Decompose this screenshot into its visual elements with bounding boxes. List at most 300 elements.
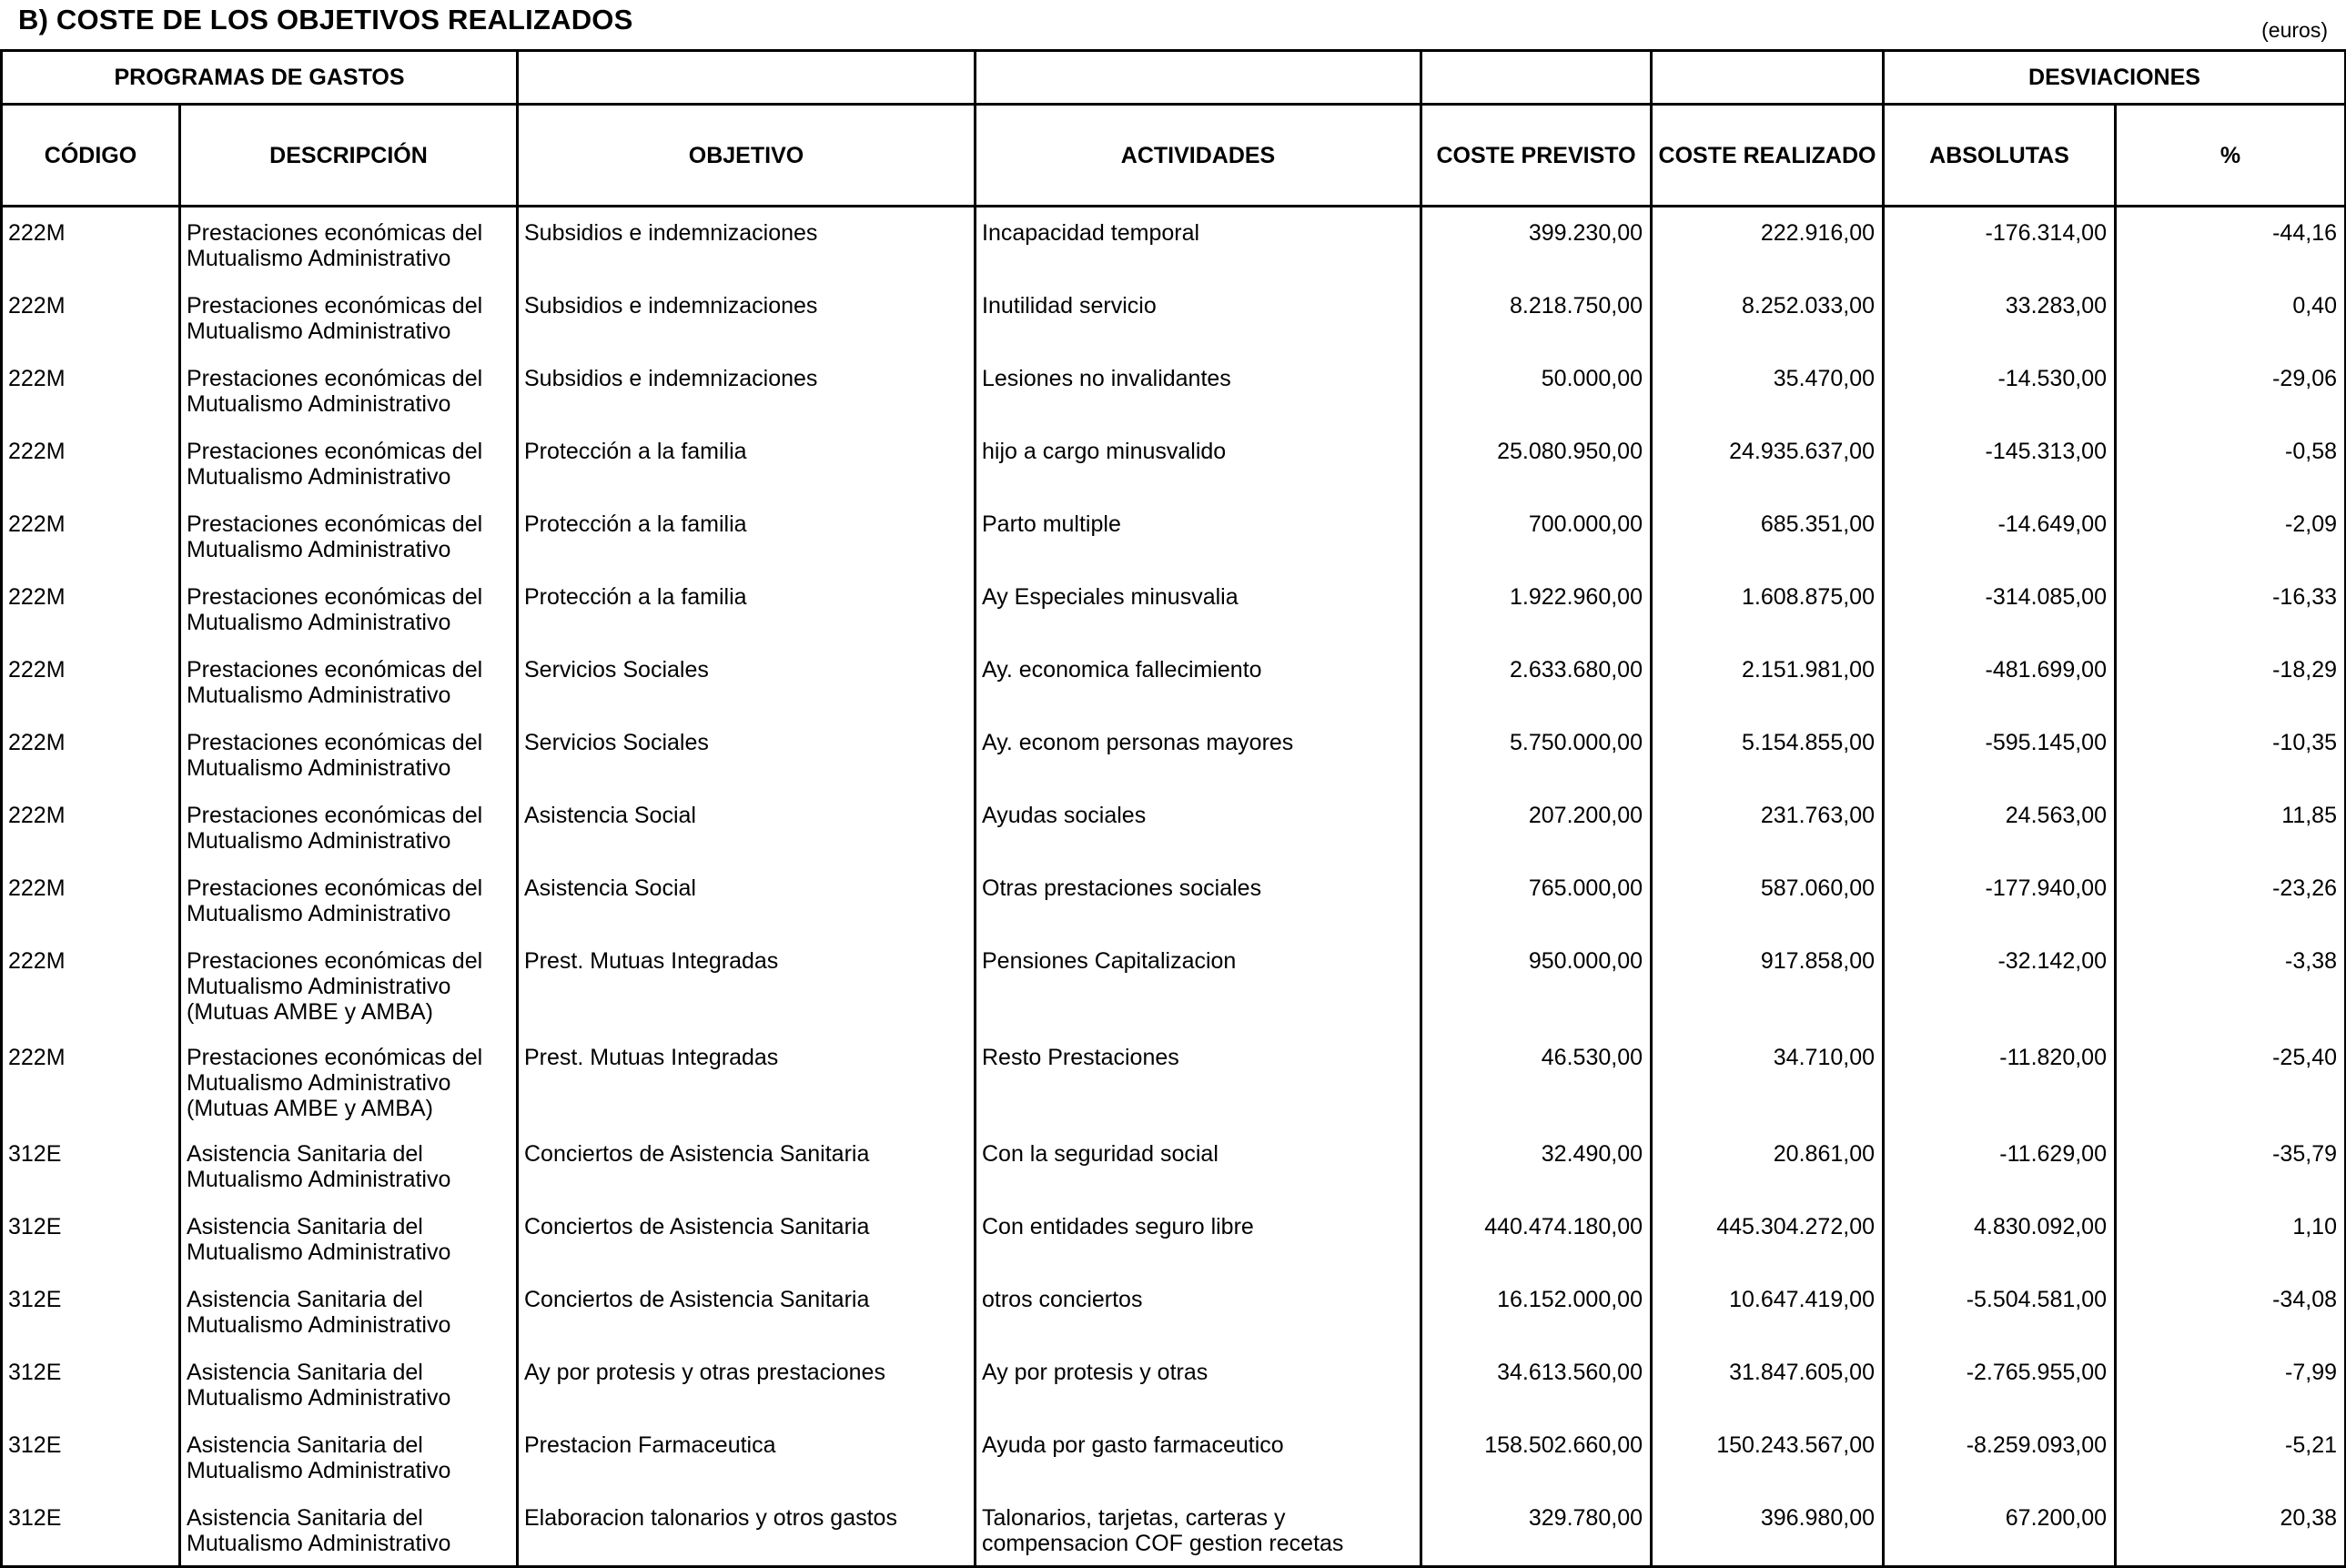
cell-line: Mutualismo Administrativo <box>187 319 451 344</box>
cell-absolutas <box>1884 1032 2116 1128</box>
cell-actividades <box>976 499 1421 572</box>
group-empty-previsto <box>1421 51 1652 105</box>
cell-objetivo <box>518 717 976 790</box>
cell-porcentaje <box>2116 572 2346 644</box>
cell-descripcion <box>180 1128 518 1201</box>
cell-line: Prestaciones económicas del <box>187 293 483 319</box>
cell-line: Prestaciones económicas del <box>187 584 483 610</box>
cell-line: -177.940,00 <box>1985 875 2107 901</box>
cell-line: Prestaciones económicas del <box>187 220 483 246</box>
cell-line: Con la seguridad social <box>982 1141 1219 1167</box>
cell-descripcion <box>180 426 518 499</box>
cell-actividades <box>976 936 1421 1032</box>
cell-line: -2,09 <box>2285 511 2337 537</box>
cell-line: Talonarios, tarjetas, carteras y <box>982 1505 1286 1531</box>
cell-line: 685.351,00 <box>1760 511 1875 537</box>
col-header-porcentaje: % <box>2116 105 2346 207</box>
cell-coste-realizado <box>1652 790 1884 863</box>
cell-line: 222M <box>8 1045 66 1070</box>
cell-descripcion <box>180 717 518 790</box>
cell-coste-previsto <box>1421 426 1652 499</box>
cell-line: 1.608.875,00 <box>1742 584 1875 610</box>
cell-absolutas <box>1884 207 2116 281</box>
cell-objetivo <box>518 1347 976 1420</box>
cell-objetivo <box>518 353 976 426</box>
cell-line: -5.504.581,00 <box>1966 1287 2107 1312</box>
units-label: (euros) <box>2261 18 2328 42</box>
group-header-row <box>2 51 2346 105</box>
cell-line: Prestaciones económicas del <box>187 803 483 828</box>
cell-line: -10,35 <box>2272 730 2337 755</box>
cell-line: 33.283,00 <box>2005 293 2107 319</box>
cell-line: 207.200,00 <box>1528 803 1643 828</box>
cell-line: Asistencia Sanitaria del <box>187 1287 423 1312</box>
cell-codigo <box>2 863 180 936</box>
cell-coste-realizado <box>1652 353 1884 426</box>
cell-descripcion <box>180 280 518 353</box>
cell-line: Ay por protesis y otras prestaciones <box>524 1360 885 1385</box>
cell-line: Asistencia Social <box>524 803 696 828</box>
objectives-cost-table <box>0 49 2346 1568</box>
table-row <box>2 1274 2346 1347</box>
cell-actividades <box>976 1274 1421 1347</box>
cell-line: Protección a la familia <box>524 584 747 610</box>
cell-line: -7,99 <box>2285 1360 2337 1385</box>
cell-actividades <box>976 572 1421 644</box>
cell-line: 222M <box>8 220 66 246</box>
cell-absolutas <box>1884 790 2116 863</box>
cell-line: 158.502.660,00 <box>1484 1432 1643 1458</box>
cell-line: -14.530,00 <box>1997 366 2107 391</box>
cell-line: 4.830.092,00 <box>1974 1214 2107 1239</box>
cell-line: -44,16 <box>2272 220 2337 246</box>
cell-line: Ay. econom personas mayores <box>982 730 1294 755</box>
cell-line: 67.200,00 <box>2005 1505 2107 1531</box>
cell-line: Asistencia Social <box>524 875 696 901</box>
cell-line: Ayudas sociales <box>982 803 1147 828</box>
cell-codigo <box>2 1420 180 1492</box>
cell-line: 46.530,00 <box>1541 1045 1643 1070</box>
cell-line: -35,79 <box>2272 1141 2337 1167</box>
table-row <box>2 863 2346 936</box>
cell-line: 32.490,00 <box>1541 1141 1643 1167</box>
cell-objetivo <box>518 790 976 863</box>
cell-coste-previsto <box>1421 207 1652 281</box>
cell-line: Mutualismo Administrativo <box>187 610 451 635</box>
cell-actividades <box>976 1492 1421 1567</box>
cell-line: -11.629,00 <box>1999 1141 2107 1167</box>
cell-line: -29,06 <box>2272 366 2337 391</box>
cell-line: Protección a la familia <box>524 511 747 537</box>
cell-line: Prestaciones económicas del <box>187 730 483 755</box>
cell-line: 24.935.637,00 <box>1729 439 1875 464</box>
cell-line: Mutualismo Administrativo <box>187 1167 451 1192</box>
cell-line: 5.750.000,00 <box>1510 730 1643 755</box>
cell-absolutas <box>1884 644 2116 717</box>
cell-actividades <box>976 353 1421 426</box>
cell-line: Prest. Mutuas Integradas <box>524 1045 779 1070</box>
cell-line: Conciertos de Asistencia Sanitaria <box>524 1141 870 1167</box>
cell-line: 222M <box>8 366 66 391</box>
table-row <box>2 280 2346 353</box>
cell-line: 34.613.560,00 <box>1497 1360 1643 1385</box>
cell-line: 222.916,00 <box>1760 220 1875 246</box>
cell-line: -23,26 <box>2272 875 2337 901</box>
cell-absolutas <box>1884 863 2116 936</box>
cell-line: Prestaciones económicas del <box>187 511 483 537</box>
cell-line: Asistencia Sanitaria del <box>187 1214 423 1239</box>
cell-objetivo <box>518 1128 976 1201</box>
cell-line: -34,08 <box>2272 1287 2337 1312</box>
cell-line: -8.259.093,00 <box>1966 1432 2107 1458</box>
cell-porcentaje <box>2116 280 2346 353</box>
cell-line: (Mutuas AMBE y AMBA) <box>187 999 433 1025</box>
table-row <box>2 936 2346 1032</box>
cell-objetivo <box>518 207 976 281</box>
cell-line: -2.765.955,00 <box>1966 1360 2107 1385</box>
cell-line: Mutualismo Administrativo <box>187 391 451 417</box>
cell-line: (Mutuas AMBE y AMBA) <box>187 1096 433 1121</box>
cell-line: 24.563,00 <box>2005 803 2107 828</box>
group-desviaciones-header: DESVIACIONES <box>1884 51 2346 105</box>
cell-codigo <box>2 353 180 426</box>
cell-line: 231.763,00 <box>1760 803 1875 828</box>
cell-absolutas <box>1884 426 2116 499</box>
cell-line: Subsidios e indemnizaciones <box>524 366 818 391</box>
col-header-actividades: ACTIVIDADES <box>976 105 1421 207</box>
cell-line: Elaboracion talonarios y otros gastos <box>524 1505 897 1531</box>
cell-actividades <box>976 1128 1421 1201</box>
cell-absolutas <box>1884 936 2116 1032</box>
table-row <box>2 790 2346 863</box>
cell-line: Servicios Sociales <box>524 657 709 683</box>
cell-line: Prestaciones económicas del <box>187 1045 483 1070</box>
cell-codigo <box>2 644 180 717</box>
cell-line: Otras prestaciones sociales <box>982 875 1262 901</box>
cell-descripcion <box>180 1274 518 1347</box>
cell-porcentaje <box>2116 1420 2346 1492</box>
cell-actividades <box>976 717 1421 790</box>
cell-line: 312E <box>8 1360 62 1385</box>
cell-porcentaje <box>2116 1128 2346 1201</box>
table-row <box>2 1347 2346 1420</box>
cell-line: -11.820,00 <box>1999 1045 2107 1070</box>
cell-line: -0,58 <box>2285 439 2337 464</box>
cell-line: 222M <box>8 439 66 464</box>
cell-coste-realizado <box>1652 1128 1884 1201</box>
cell-line: 312E <box>8 1141 62 1167</box>
cell-porcentaje <box>2116 790 2346 863</box>
cell-line: 312E <box>8 1432 62 1458</box>
cell-line: Ay Especiales minusvalia <box>982 584 1239 610</box>
cell-line: 222M <box>8 948 66 974</box>
cell-descripcion <box>180 863 518 936</box>
cell-descripcion <box>180 1420 518 1492</box>
cell-codigo <box>2 572 180 644</box>
cell-coste-realizado <box>1652 1420 1884 1492</box>
cell-line: 20.861,00 <box>1773 1141 1875 1167</box>
cell-codigo <box>2 936 180 1032</box>
cell-line: 312E <box>8 1287 62 1312</box>
cell-line: Mutualismo Administrativo <box>187 974 451 999</box>
table-row <box>2 572 2346 644</box>
table-row <box>2 1128 2346 1201</box>
table-row <box>2 717 2346 790</box>
cell-porcentaje <box>2116 1201 2346 1274</box>
cell-objetivo <box>518 936 976 1032</box>
cell-objetivo <box>518 863 976 936</box>
table-row <box>2 426 2346 499</box>
cell-line: 222M <box>8 584 66 610</box>
cell-descripcion <box>180 499 518 572</box>
cell-line: -176.314,00 <box>1985 220 2107 246</box>
cell-objetivo <box>518 499 976 572</box>
cell-line: Conciertos de Asistencia Sanitaria <box>524 1214 870 1239</box>
cell-actividades <box>976 1420 1421 1492</box>
cell-absolutas <box>1884 1347 2116 1420</box>
page-title: B) COSTE DE LOS OBJETIVOS REALIZADOS <box>18 4 633 35</box>
cell-codigo <box>2 1032 180 1128</box>
cell-coste-realizado <box>1652 1032 1884 1128</box>
cell-codigo <box>2 1274 180 1347</box>
cell-line: Asistencia Sanitaria del <box>187 1432 423 1458</box>
cell-line: -3,38 <box>2285 948 2337 974</box>
cell-actividades <box>976 207 1421 281</box>
cell-objetivo <box>518 644 976 717</box>
cell-coste-previsto <box>1421 1420 1652 1492</box>
cell-codigo <box>2 1347 180 1420</box>
table-row <box>2 353 2346 426</box>
cell-line: Ayuda por gasto farmaceutico <box>982 1432 1284 1458</box>
cell-descripcion <box>180 207 518 281</box>
cell-line: 16.152.000,00 <box>1497 1287 1643 1312</box>
cell-actividades <box>976 280 1421 353</box>
cell-line: 440.474.180,00 <box>1484 1214 1643 1239</box>
cell-coste-previsto <box>1421 863 1652 936</box>
cell-objetivo <box>518 280 976 353</box>
cell-line: Ay por protesis y otras <box>982 1360 1208 1385</box>
cell-absolutas <box>1884 717 2116 790</box>
col-header-descripcion: DESCRIPCIÓN <box>180 105 518 207</box>
cell-line: Prestaciones económicas del <box>187 439 483 464</box>
table-row <box>2 1492 2346 1567</box>
cell-porcentaje <box>2116 644 2346 717</box>
cell-line: 399.230,00 <box>1528 220 1643 246</box>
cell-porcentaje <box>2116 353 2346 426</box>
cell-absolutas <box>1884 353 2116 426</box>
cell-coste-previsto <box>1421 499 1652 572</box>
cell-line: -314.085,00 <box>1985 584 2107 610</box>
cell-coste-previsto <box>1421 1032 1652 1128</box>
table-row <box>2 644 2346 717</box>
cell-line: 8.218.750,00 <box>1510 293 1643 319</box>
cell-coste-realizado <box>1652 499 1884 572</box>
cell-line: -145.313,00 <box>1985 439 2107 464</box>
cell-coste-realizado <box>1652 207 1884 281</box>
cell-line: 396.980,00 <box>1760 1505 1875 1531</box>
cell-line: Mutualismo Administrativo <box>187 1312 451 1338</box>
cell-line: -595.145,00 <box>1985 730 2107 755</box>
table-row <box>2 207 2346 281</box>
cell-line: Mutualismo Administrativo <box>187 755 451 781</box>
cell-line: Servicios Sociales <box>524 730 709 755</box>
cell-absolutas <box>1884 1420 2116 1492</box>
cell-line: compensacion COF gestion recetas <box>982 1531 1344 1556</box>
cell-line: Mutualismo Administrativo <box>187 1239 451 1265</box>
table-row <box>2 1201 2346 1274</box>
cell-line: Ay. economica fallecimiento <box>982 657 1262 683</box>
cell-descripcion <box>180 572 518 644</box>
cell-line: Subsidios e indemnizaciones <box>524 293 818 319</box>
cell-line: Prest. Mutuas Integradas <box>524 948 779 974</box>
group-empty-actividades <box>976 51 1421 105</box>
cell-porcentaje <box>2116 1274 2346 1347</box>
cell-codigo <box>2 1128 180 1201</box>
cell-line: 222M <box>8 511 66 537</box>
cell-line: -16,33 <box>2272 584 2337 610</box>
cell-line: 312E <box>8 1214 62 1239</box>
col-header-coste-previsto: COSTE PREVISTO <box>1421 105 1652 207</box>
cell-coste-previsto <box>1421 280 1652 353</box>
cell-line: Subsidios e indemnizaciones <box>524 220 818 246</box>
cell-line: otros conciertos <box>982 1287 1143 1312</box>
cell-coste-realizado <box>1652 644 1884 717</box>
cell-line: 222M <box>8 293 66 319</box>
cell-actividades <box>976 790 1421 863</box>
cell-actividades <box>976 1347 1421 1420</box>
cell-porcentaje <box>2116 1492 2346 1567</box>
col-header-codigo: CÓDIGO <box>2 105 180 207</box>
table-row <box>2 499 2346 572</box>
cell-line: 11,85 <box>2281 803 2337 828</box>
cell-line: Conciertos de Asistencia Sanitaria <box>524 1287 870 1312</box>
cell-line: 765.000,00 <box>1528 875 1643 901</box>
cell-coste-previsto <box>1421 644 1652 717</box>
cell-codigo <box>2 1201 180 1274</box>
cell-absolutas <box>1884 1274 2116 1347</box>
cell-line: 34.710,00 <box>1773 1045 1875 1070</box>
cell-line: Asistencia Sanitaria del <box>187 1141 423 1167</box>
cell-line: 25.080.950,00 <box>1497 439 1643 464</box>
cell-line: Mutualismo Administrativo <box>187 828 451 854</box>
cell-coste-previsto <box>1421 572 1652 644</box>
cell-line: Mutualismo Administrativo <box>187 537 451 562</box>
cell-actividades <box>976 644 1421 717</box>
cell-coste-previsto <box>1421 1201 1652 1274</box>
cell-line: -14.649,00 <box>1997 511 2107 537</box>
cell-codigo <box>2 207 180 281</box>
cell-codigo <box>2 790 180 863</box>
cell-absolutas <box>1884 1201 2116 1274</box>
cell-line: 312E <box>8 1505 62 1531</box>
cell-absolutas <box>1884 1128 2116 1201</box>
cell-porcentaje <box>2116 426 2346 499</box>
cell-line: Mutualismo Administrativo <box>187 901 451 926</box>
cell-line: Pensiones Capitalizacion <box>982 948 1237 974</box>
cell-line: 35.470,00 <box>1773 366 1875 391</box>
cell-descripcion <box>180 790 518 863</box>
cell-coste-previsto <box>1421 1347 1652 1420</box>
cell-line: 2.633.680,00 <box>1510 657 1643 683</box>
cell-line: 222M <box>8 730 66 755</box>
cell-porcentaje <box>2116 207 2346 281</box>
cell-codigo <box>2 1492 180 1567</box>
cell-line: Mutualismo Administrativo <box>187 1070 451 1096</box>
cell-line: 700.000,00 <box>1528 511 1643 537</box>
cell-line: 31.847.605,00 <box>1729 1360 1875 1385</box>
group-empty-realizado <box>1652 51 1884 105</box>
cell-line: 329.780,00 <box>1528 1505 1643 1531</box>
cell-line: Mutualismo Administrativo <box>187 1531 451 1556</box>
cell-coste-realizado <box>1652 717 1884 790</box>
cell-line: -481.699,00 <box>1985 657 2107 683</box>
cell-line: 222M <box>8 875 66 901</box>
cell-objetivo <box>518 572 976 644</box>
cell-coste-realizado <box>1652 1492 1884 1567</box>
cell-line: Parto multiple <box>982 511 1121 537</box>
cell-porcentaje <box>2116 1032 2346 1128</box>
cell-line: -32.142,00 <box>1997 948 2107 974</box>
cell-line: 0,40 <box>2292 293 2337 319</box>
cell-coste-realizado <box>1652 1274 1884 1347</box>
cell-objetivo <box>518 1420 976 1492</box>
cell-codigo <box>2 499 180 572</box>
cell-absolutas <box>1884 499 2116 572</box>
cell-actividades <box>976 426 1421 499</box>
cell-porcentaje <box>2116 717 2346 790</box>
column-header-row <box>2 105 2346 207</box>
cell-line: Inutilidad servicio <box>982 293 1157 319</box>
cell-line: 917.858,00 <box>1760 948 1875 974</box>
cell-line: Prestaciones económicas del <box>187 657 483 683</box>
cell-line: Mutualismo Administrativo <box>187 683 451 708</box>
cell-coste-realizado <box>1652 1347 1884 1420</box>
cell-objetivo <box>518 1032 976 1128</box>
cell-coste-realizado <box>1652 572 1884 644</box>
cell-coste-realizado <box>1652 936 1884 1032</box>
cell-line: Prestaciones económicas del <box>187 948 483 974</box>
cell-porcentaje <box>2116 863 2346 936</box>
cell-line: 8.252.033,00 <box>1742 293 1875 319</box>
cell-objetivo <box>518 1201 976 1274</box>
cell-line: 222M <box>8 803 66 828</box>
cell-porcentaje <box>2116 1347 2346 1420</box>
cell-descripcion <box>180 644 518 717</box>
cell-objetivo <box>518 1274 976 1347</box>
cell-line: 1,10 <box>2292 1214 2337 1239</box>
cell-descripcion <box>180 1201 518 1274</box>
cell-line: Lesiones no invalidantes <box>982 366 1231 391</box>
cell-line: 1.922.960,00 <box>1510 584 1643 610</box>
cell-coste-previsto <box>1421 717 1652 790</box>
cell-line: 587.060,00 <box>1760 875 1875 901</box>
cell-codigo <box>2 717 180 790</box>
cell-line: 5.154.855,00 <box>1742 730 1875 755</box>
cell-descripcion <box>180 1032 518 1128</box>
cell-objetivo <box>518 1492 976 1567</box>
cell-line: Incapacidad temporal <box>982 220 1200 246</box>
cell-coste-previsto <box>1421 353 1652 426</box>
cell-descripcion <box>180 353 518 426</box>
cell-line: 50.000,00 <box>1541 366 1643 391</box>
cell-line: Prestacion Farmaceutica <box>524 1432 776 1458</box>
cell-line: -18,29 <box>2272 657 2337 683</box>
cell-objetivo <box>518 426 976 499</box>
cell-absolutas <box>1884 572 2116 644</box>
cell-line: 20,38 <box>2280 1505 2337 1531</box>
cell-coste-previsto <box>1421 1274 1652 1347</box>
cell-absolutas <box>1884 280 2116 353</box>
